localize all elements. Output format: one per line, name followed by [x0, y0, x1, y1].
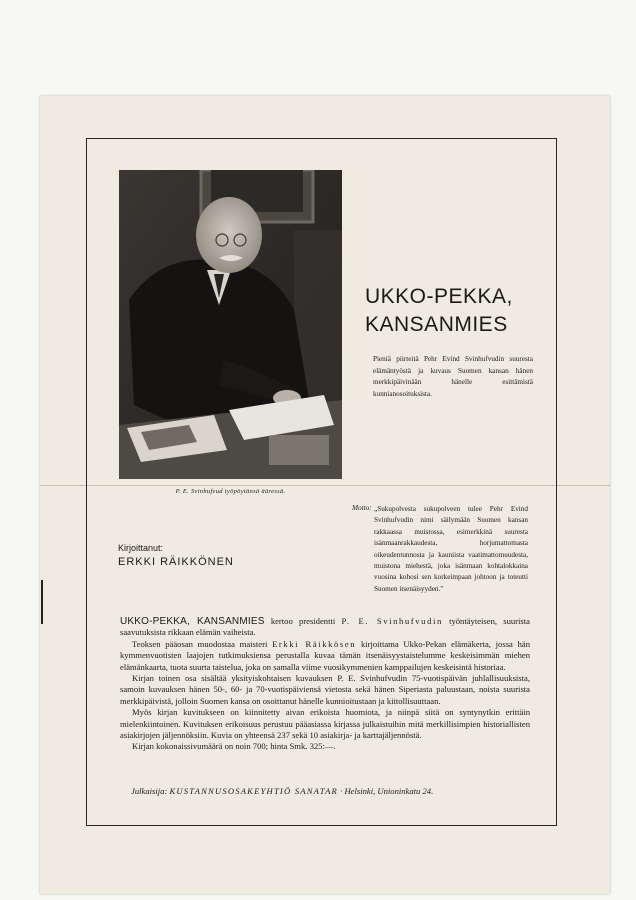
body-paragraph-3: Kirjan toinen osa sisältää yksityiskohtaisen kuvauksen P. E. Svinhufvudin 75-vuotispäivän juhlallisuuksista, samoin kuvauksen hänen 50-, 60- ja 70-vuotispäiviensä vietosta sekä hänen Siperiasta paluustaan, noista suurista merkkipäivistä, jolloin Suomen kansa on osoittanut hänelle kunnioitustaan ja kiitollisuuttaan. [120, 673, 530, 706]
page-title [365, 283, 545, 339]
publisher-label: Julkaisija: [131, 786, 168, 796]
author-label: Kirjoittanut: [118, 543, 164, 553]
motto-text: „Sukupolvesta sukupolveen tulee Pehr Evind Svinhufvudin nimi säilymään Suomen kansan rakkaassa muistossa, esimerkkinä suuresta isänmaanrakkaudesta, horjumattomasta oikeudentunnosta ja kauniista vaatimattomuudesta, muistona miehestä, joka isänmaan kohtalokkaina vuosina kohosi sen korkeimpaan johtoon ja toteutti Suomen itsenäisyyden." [374, 505, 528, 593]
body-text-span: Teoksen pääosan muodostaa maisteri [132, 638, 273, 649]
publisher-address: · Helsinki, Unioninkatu 24. [338, 786, 434, 796]
body-paragraph-5: Kirjan kokonaissivumäärä on noin 700; hinta Smk. 325:—. [132, 741, 336, 752]
title-line-2: KANSANMIES [365, 313, 508, 336]
body-paragraph-2 [120, 639, 530, 673]
subject-name: P. E. Svinhufvudin [341, 616, 443, 626]
body-text-span: työntäyteisen, suurista saavutuksista rikkaan elämän vaiheista. [120, 616, 530, 638]
body-paragraph-4: Myös kirjan kuvitukseen on kiinnitetty aivan erikoista huomiota, ja niinpä siitä on syntynytkin erittäin mielenkiintoinen. Kuvituksen erikoisuus perustuu pääasiassa kirjassa julkaistuihin mitä merkillisimpien historiallisten asiakirjojen jäljennöksiin. Kuvia on yhteensä 237 sekä 10 asiakirja- ja karttajäljennöstä. [120, 707, 530, 741]
publisher-name: KUSTANNUSOSAKEYHTIÖ SANATAR [169, 786, 338, 796]
portrait-illustration [119, 170, 342, 479]
motto-label: Motto: [352, 504, 372, 512]
portrait-photo [119, 170, 342, 479]
photo-caption: P. E. Svinhufvud työpöytänsä ääressä. [175, 488, 286, 495]
author-name: ERKKI RÄIKKÖNEN [118, 556, 234, 568]
publisher-line [131, 786, 531, 796]
body-text-span: kertoo presidentti [264, 616, 342, 626]
body-text [120, 616, 530, 753]
body-text-span: kirjoittama Ukko-Pekan elämäkerta, jossa hän kymmenvuotisten laajojen tutkimuksiensa perustalla kuvaa tämän itsenäisyystaistelumme keskeisimmän miehen elämänkaarta, tuota suurta taistelua, joka on samalla viime vuosikymmenien kamppailujen keskeisintä historiaa. [120, 638, 531, 672]
title-line-1: UKKO-PEKKA, [365, 285, 513, 308]
lead-title: UKKO-PEKKA, KANSANMIES [120, 616, 265, 627]
subtitle: Pieniä piirteitä Pehr Evind Svinhufvudin suuresta elämäntyöstä ja kuvaus Suomen kansan hänen merkkipäivinään hänelle esittämistä kunnianosoituksista. [373, 355, 533, 398]
author-name-inline: Erkki Räikkösen [272, 638, 357, 649]
body-paragraph-1 [120, 616, 530, 639]
edge-mark [41, 580, 43, 624]
